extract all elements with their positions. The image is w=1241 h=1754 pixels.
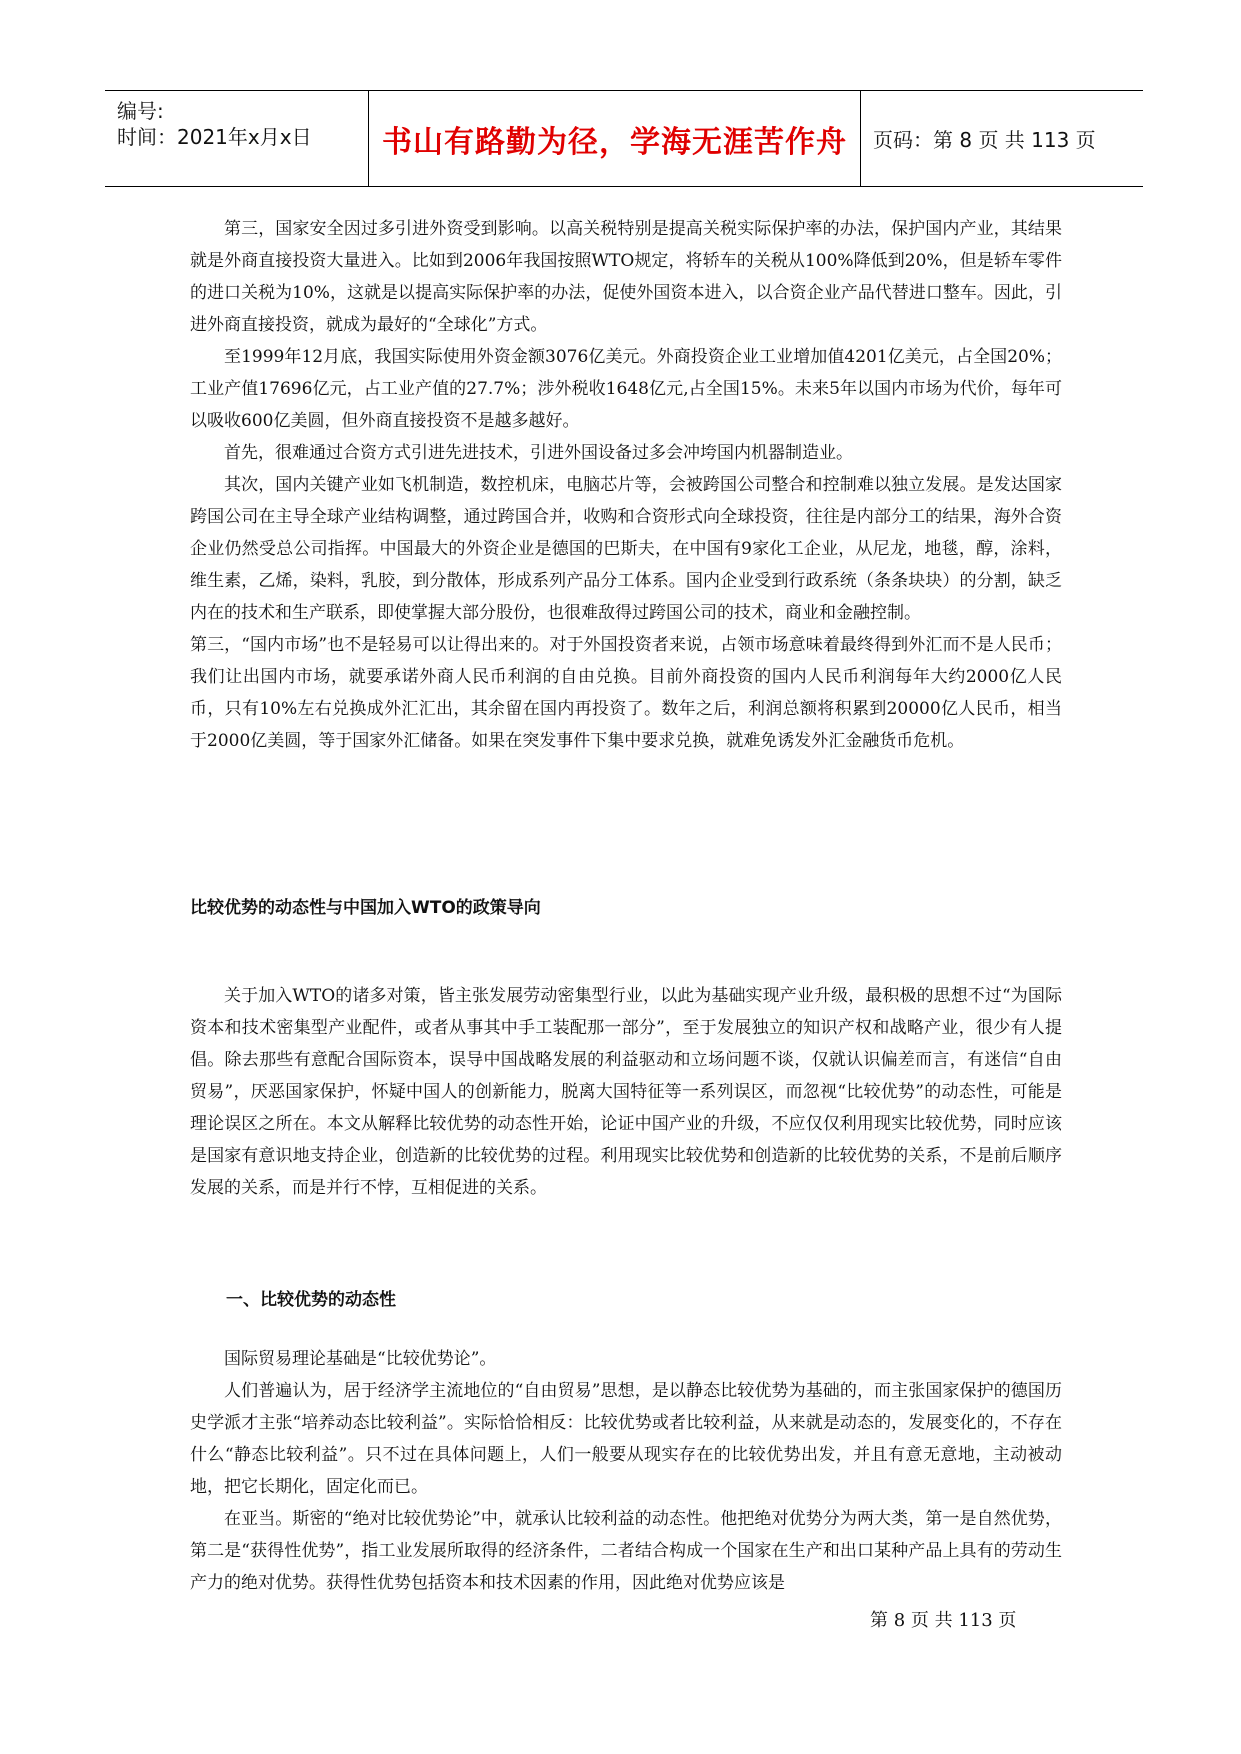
paragraph: 在亚当。斯密的“绝对比较优势论”中，就承认比较利益的动态性。他把绝对优势分为两大类，第一是自然优势，第二是“获得性优势”，指工业发展所取得的经济条件，二者结合构成一个国家在生产和出口某种产品上具有的劳动生产力的绝对优势。获得性优势包括资本和技术因素的作用，因此绝对优势应该是 [190, 1509, 1062, 1593]
header-motto: 书山有路勤为径，学海无涯苦作舟 [382, 124, 847, 160]
section-title: 比较优势的动态性与中国加入WTO的政策导向 [190, 898, 541, 918]
header-page-number: 页码：第 8 页 共 113 页 [873, 128, 1096, 152]
paragraph: 人们普遍认为，居于经济学主流地位的“自由贸易”思想，是以静态比较优势为基础的，而主张国家保护的德国历史学派才主张“培养动态比较利益”。实际恰恰相反：比较优势或者比较利益，从来就是动态的，发展变化的，不存在什么“静态比较利益”。只不过在具体问题上，人们一般要从现实存在的比较优势出发，并且有意无意地，主动被动地，把它长期化，固定化而已。 [190, 1381, 1062, 1497]
number-label: 编号: [117, 99, 164, 123]
paragraph: 首先，很难通过合资方式引进先进技术，引进外国设备过多会冲垮国内机器制造业。 [224, 443, 853, 463]
page-header [105, 90, 1143, 187]
body-text [190, 213, 1062, 757]
subsection-body [190, 1343, 1062, 1599]
paragraph: 其次，国内关键产业如飞机制造，数控机床，电脑芯片等，会被跨国公司整合和控制难以独立发展。是发达国家跨国公司在主导全球产业结构调整，通过跨国合并，收购和合资形式向全球投资，往往是内部分工的结果，海外合资企业仍然受总公司指挥。中国最大的外资企业是德国的巴斯夫，在中国有9家化工企业，从尼龙，地毯，醇，涂料，维生素，乙烯，染料，乳胶，到分散体，形成系列产品分工体系。国内企业受到行政系统（条条块块）的分割，缺乏内在的技术和生产联系，即使掌握大部分股份，也很难敌得过跨国公司的技术，商业和金融控制。 [190, 475, 1062, 623]
header-meta [117, 91, 357, 186]
footer-page-number: 第 8 页 共 113 页 [870, 1610, 1017, 1631]
paragraph: 第三，国家安全因过多引进外资受到影响。以高关税特别是提高关税实际保护率的办法，保护国内产业，其结果就是外商直接投资大量进入。比如到2006年我国按照WTO规定，将轿车的关税从100%降低到20%，但是轿车零件的进口关税为10%，这就是以提高实际保护率的办法，促使外国资本进入，以合资企业产品代替进口整车。因此，引进外商直接投资，就成为最好的“全球化”方式。 [190, 219, 1062, 335]
section-body [190, 980, 1062, 1204]
paragraph: 国际贸易理论基础是“比较优势论”。 [224, 1349, 497, 1369]
paragraph: 关于加入WTO的诸多对策，皆主张发展劳动密集型行业，以此为基础实现产业升级，最积极的思想不过“为国际资本和技术密集型产业配件，或者从事其中手工装配那一部分”，至于发展独立的知识产权和战略产业，很少有人提倡。除去那些有意配合国际资本，误导中国战略发展的利益驱动和立场问题不谈，仅就认识偏差而言，有迷信“自由贸易”，厌恶国家保护，怀疑中国人的创新能力，脱离大国特征等一系列误区，而忽视“比较优势”的动态性，可能是理论误区之所在。本文从解释比较优势的动态性开始，论证中国产业的升级，不应仅仅利用现实比较优势，同时应该是国家有意识地支持企业，创造新的比较优势的过程。利用现实比较优势和创造新的比较优势的关系，不是前后顺序发展的关系，而是并行不悖，互相促进的关系。 [190, 986, 1062, 1198]
time-label: 时间：2021年x月x日 [117, 125, 312, 149]
subsection-title: 一、比较优势的动态性 [226, 1290, 396, 1310]
paragraph: 第三，“国内市场”也不是轻易可以让得出来的。对于外国投资者来说，占领市场意味着最终得到外汇而不是人民币；我们让出国内市场，就要承诺外商人民币利润的自由兑换。目前外商投资的国内人民币利润每年大约2000亿人民币，只有10%左右兑换成外汇汇出，其余留在国内再投资了。数年之后，利润总额将积累到20000亿人民币，相当于2000亿美圆，等于国家外汇储备。如果在突发事件下集中要求兑换，就难免诱发外汇金融货币危机。 [190, 635, 1062, 751]
paragraph: 至1999年12月底，我国实际使用外资金额3076亿美元。外商投资企业工业增加值4201亿美元，占全国20%；工业产值17696亿元，占工业产值的27.7%；涉外税收1648亿元,占全国15%。未来5年以国内市场为代价，每年可以吸收600亿美圆，但外商直接投资不是越多越好。 [190, 347, 1062, 431]
header-divider [860, 91, 861, 186]
